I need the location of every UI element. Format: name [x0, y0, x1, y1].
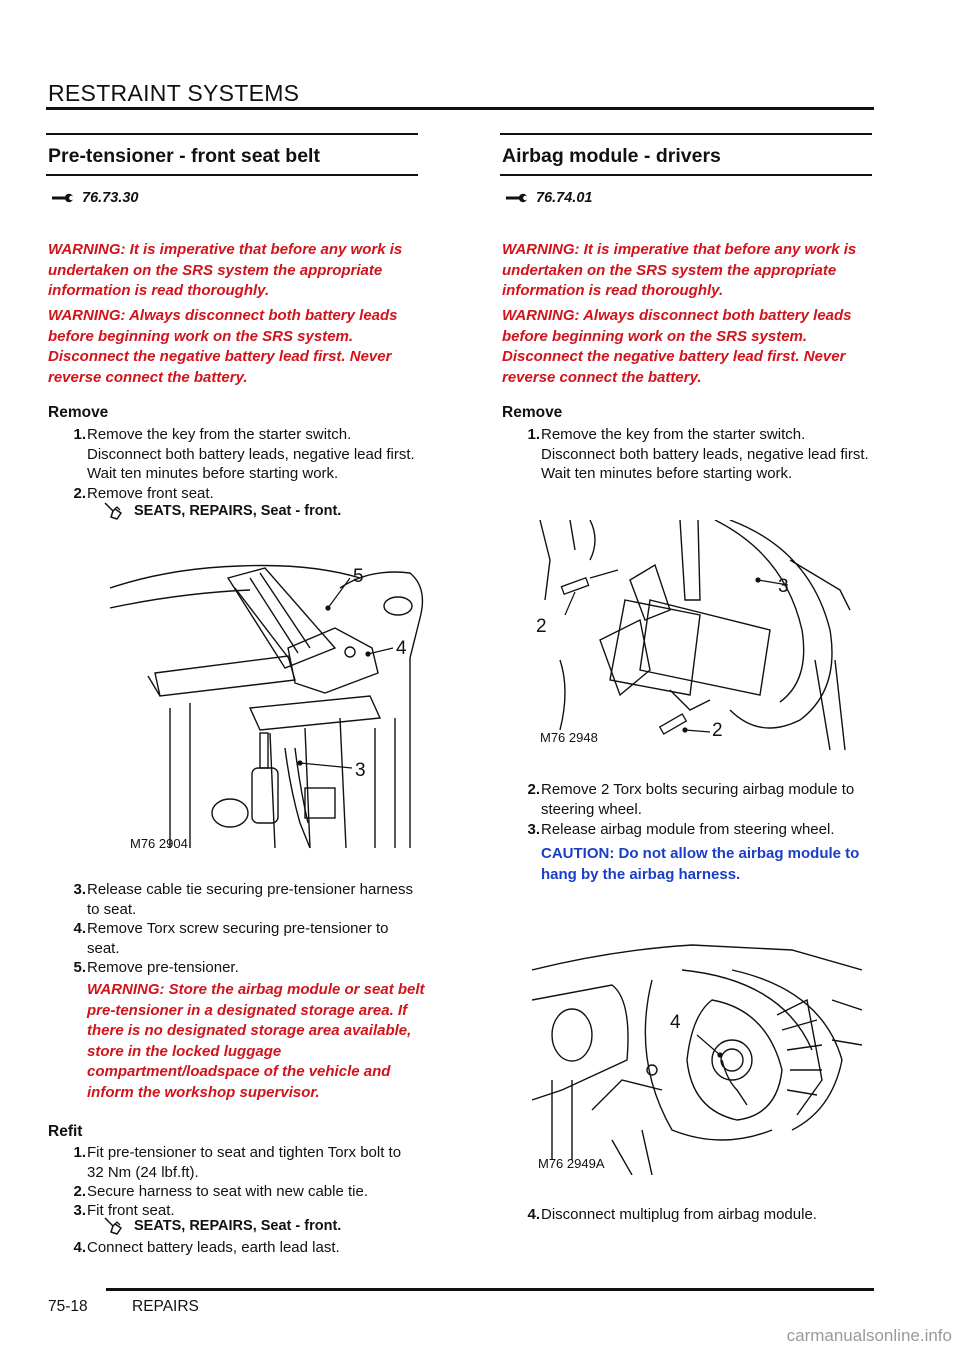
warning-read-info: WARNING: It is imperative that before any work is undertaken on the SRS system the appropriate information is read thoroughly.: [502, 241, 857, 299]
step-item: 4. Disconnect multiplug from airbag module.: [527, 1206, 817, 1223]
remove-heading: Remove: [48, 404, 109, 421]
footer-rule: [106, 1288, 874, 1291]
section-title: Pre-tensioner - front seat belt: [48, 145, 320, 167]
warning-battery: WARNING: Always disconnect both battery leads before beginning work on the SRS system. Disconnect the negative battery lead first. Never reverse connect the battery.: [48, 307, 398, 386]
cross-reference-text: SEATS, REPAIRS, Seat - front.: [134, 503, 342, 519]
step-item: 3. Release airbag module from steering wheel.: [527, 821, 835, 838]
operation-code-text: 76.74.01: [536, 190, 593, 206]
figure-label: M76 2949A: [538, 1156, 605, 1171]
section-top-rule: [46, 133, 418, 135]
step-item: 2. Secure harness to seat with new cable tie.: [73, 1183, 368, 1200]
step-item: 3. Release cable tie securing pre-tensioner harness to seat.: [73, 881, 414, 918]
airbag-module-illustration: [532, 940, 862, 1175]
step-item: 1. Remove the key from the starter switch. Disconnect both battery leads, negative lead first. Wait ten minutes before starting work.: [527, 426, 869, 482]
page-header-title: RESTRAINT SYSTEMS: [48, 80, 300, 106]
section-title-rule: [46, 174, 418, 176]
operation-code: [52, 190, 138, 206]
warning-read-info: WARNING: It is imperative that before any work is undertaken on the SRS system the appropriate information is read thoroughly.: [48, 241, 403, 299]
callout-number: 2: [536, 616, 547, 637]
step-item: 1. Fit pre-tensioner to seat and tighten Torx bolt to 32 Nm (24 lbf.ft).: [73, 1144, 402, 1181]
warning-battery: WARNING: Always disconnect both battery leads before beginning work on the SRS system. Disconnect the negative battery lead first. Never reverse connect the battery.: [502, 307, 852, 386]
spanner-icon: [52, 193, 74, 203]
caution-airbag-harness: CAUTION: Do not allow the airbag module to hang by the airbag harness.: [541, 845, 860, 883]
callout-leaders: [110, 548, 430, 854]
callout-number: 4: [396, 638, 407, 659]
section-top-rule: [500, 133, 872, 135]
footer-page-number: 75-18: [48, 1298, 88, 1315]
operation-code: [506, 190, 592, 206]
cross-reference-text: SEATS, REPAIRS, Seat - front.: [134, 1218, 342, 1234]
step-item: 4. Connect battery leads, earth lead last.: [73, 1239, 340, 1256]
step-item: 3. Fit front seat.: [73, 1202, 175, 1219]
operation-code-text: 76.73.30: [82, 190, 139, 206]
callout-number: 3: [355, 760, 366, 781]
pointing-hand-icon: [102, 500, 124, 522]
watermark-text: carmanualsonline.info: [786, 1326, 952, 1345]
callout-number: 2: [712, 720, 723, 741]
figure-label: M76 2948: [540, 730, 598, 745]
footer-section-name: REPAIRS: [132, 1298, 199, 1315]
step-item: 4. Remove Torx screw securing pre-tensioner to seat.: [73, 920, 389, 957]
cross-reference-link[interactable]: [102, 500, 341, 522]
step-item: 5. Remove pre-tensioner.: [73, 959, 239, 976]
remove-heading: Remove: [502, 404, 563, 421]
spanner-icon: [506, 193, 528, 203]
callout-number: 3: [778, 576, 789, 597]
callout-number: 5: [353, 566, 364, 587]
callout-number: 4: [670, 1012, 681, 1033]
warning-storage: WARNING: Store the airbag module or seat belt pre-tensioner in a designated storage area. If there is no designated storage area available, store in the locked luggage compartment/loadspace of the vehicle and inform the workshop supervisor.: [87, 981, 425, 1101]
figure-airbag-bolts: [530, 520, 860, 750]
header-rule: [46, 107, 874, 110]
figure-seatbelt-pretensioner: [110, 548, 430, 854]
section-title: Airbag module - drivers: [502, 145, 721, 167]
cross-reference-link[interactable]: [102, 1215, 341, 1237]
step-item: 2. Remove front seat.: [73, 485, 214, 502]
step-item: 2. Remove 2 Torx bolts securing airbag module to steering wheel.: [527, 781, 855, 818]
section-title-rule: [500, 174, 872, 176]
pointing-hand-icon: [102, 1215, 124, 1237]
step-item: 1. Remove the key from the starter switch. Disconnect both battery leads, negative lead first. Wait ten minutes before starting work.: [73, 426, 415, 482]
figure-airbag-multiplug: [532, 940, 862, 1175]
refit-heading: Refit: [48, 1123, 83, 1140]
figure-label: M76 2904: [130, 836, 188, 851]
steering-wheel-illustration: [530, 520, 860, 750]
